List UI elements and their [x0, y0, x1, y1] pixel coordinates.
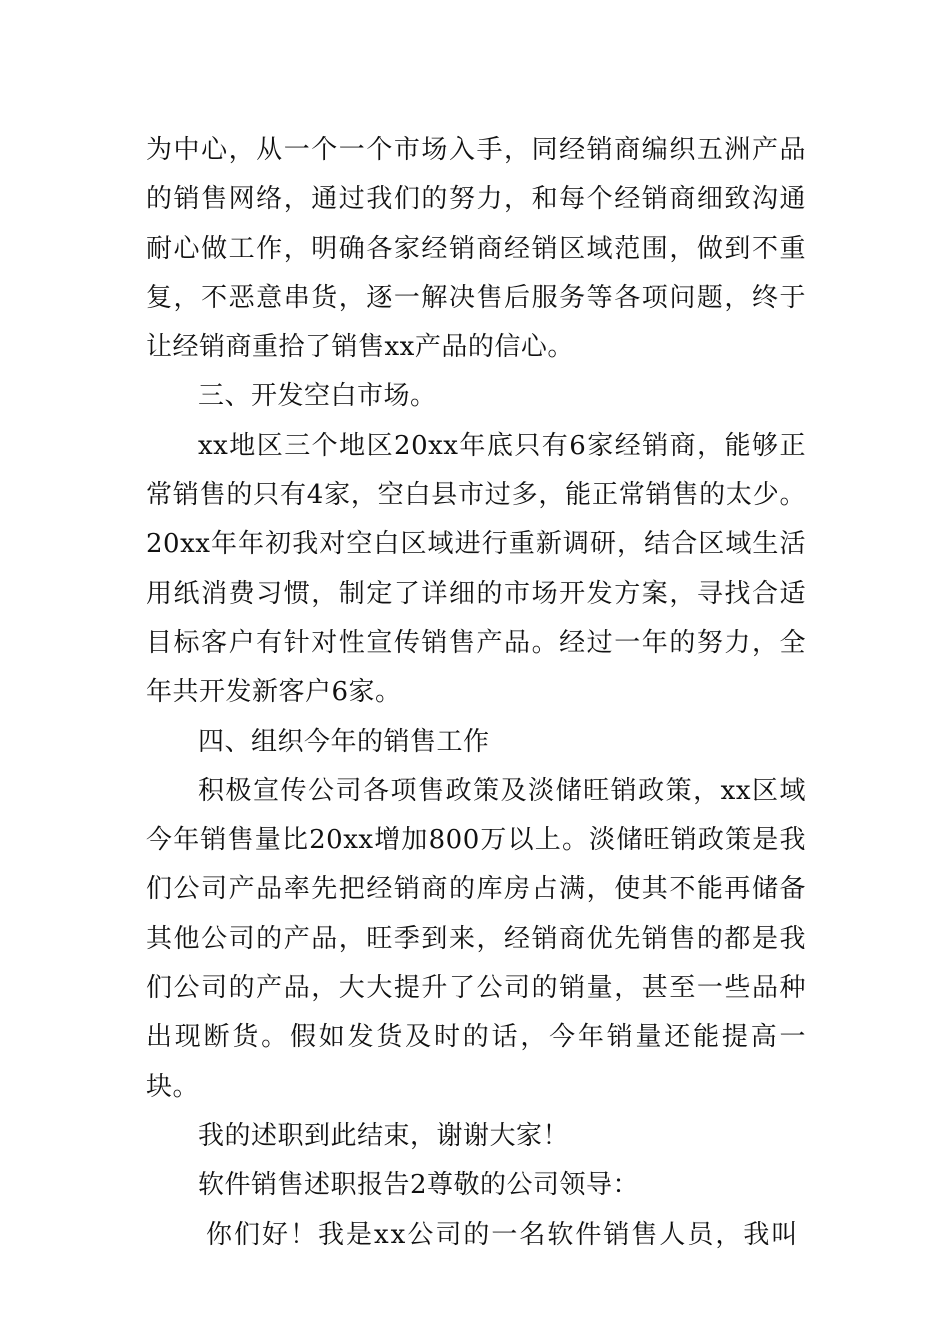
paragraph-closing: 我的述职到此结束，谢谢大家！	[198, 1120, 570, 1151]
paragraph-blank-market: xx地区三个地区20xx年底只有6家经销商，能够正常销售的只有4家，空白县市过多，能正常销售的太少。20xx年年初我对空白区域进行重新调研，结合区域生活用纸消费习惯，制定了详细的市场开发方案，寻找合适目标客户有针对性宣传销售产品。经过一年的努力，全年共开发新客户6家。	[146, 430, 806, 708]
paragraph-sales-work: 积极宣传公司各项售政策及淡储旺销政策，xx区域今年销售量比20xx增加800万以上。淡储旺销政策是我们公司产品率先把经销商的库房占满，使其不能再储备其他公司的产品，旺季到来，经销商优先销售的都是我们公司的产品，大大提升了公司的销量，甚至一些品种出现断货。假如发货及时的话，今年销量还能提高一块。	[146, 775, 806, 1102]
section-heading-4: 四、组织今年的销售工作	[198, 726, 490, 757]
paragraph-greeting: 你们好！我是xx公司的一名软件销售人员，我叫	[206, 1219, 800, 1250]
report-title-2: 软件销售述职报告2尊敬的公司领导：	[198, 1170, 640, 1201]
section-heading-3: 三、开发空白市场。	[198, 381, 437, 412]
document-body	[146, 126, 806, 1260]
paragraph-continuation: 为中心，从一个一个市场入手，同经销商编织五洲产品的销售网络，通过我们的努力，和每个经销商细致沟通耐心做工作，明确各家经销商经销区域范围，做到不重复，不恶意串货，逐一解决售后服务等各项问题，终于让经销商重拾了销售xx产品的信心。	[146, 135, 806, 363]
